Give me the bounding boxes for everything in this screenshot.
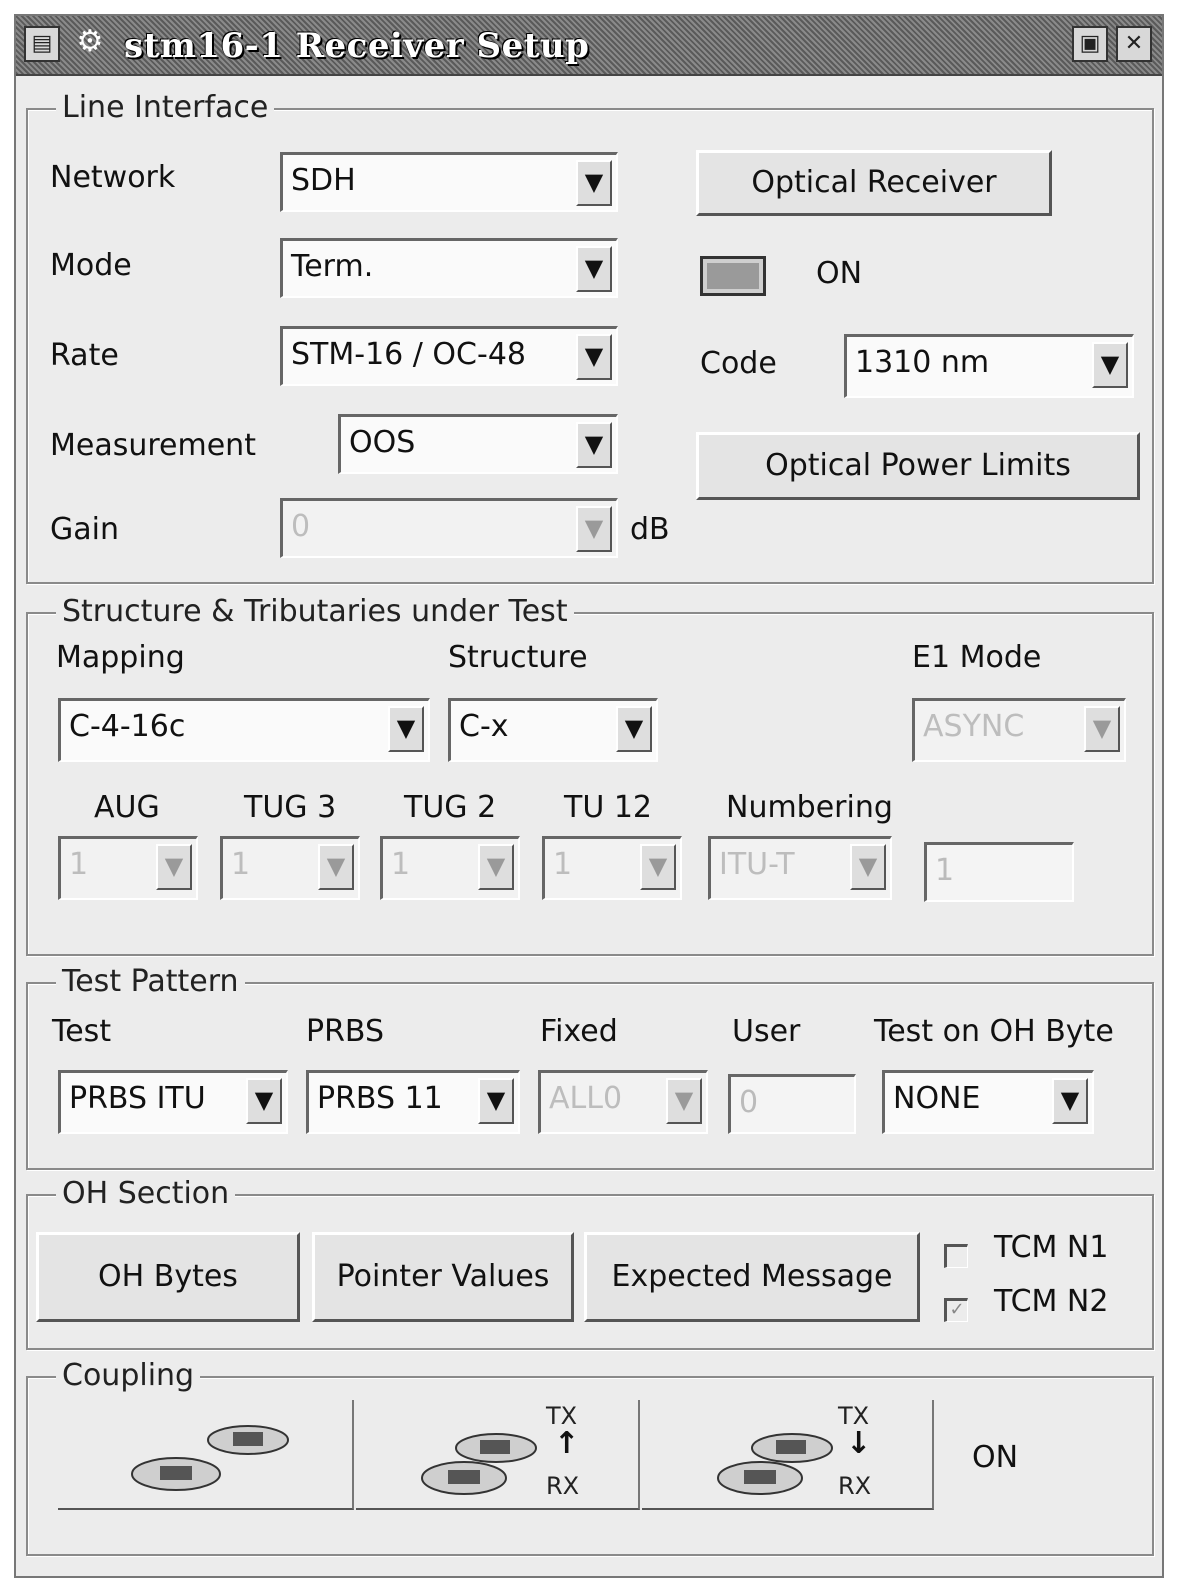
code-label: Code: [700, 346, 777, 381]
network-select[interactable]: [280, 152, 618, 212]
user-value: 0: [739, 1085, 759, 1120]
gain-value: 0: [291, 509, 311, 544]
boards-coupled-icon: [712, 1424, 842, 1504]
chevron-down-icon[interactable]: ▼: [478, 1078, 514, 1124]
rx-label: RX: [838, 1472, 872, 1500]
measurement-value: OOS: [349, 425, 416, 460]
line-interface-legend: Line Interface: [56, 90, 274, 125]
structure-value: C-x: [459, 709, 509, 744]
test-pattern-legend: Test Pattern: [56, 964, 245, 999]
tu12-value: 1: [553, 847, 573, 882]
prbs-value: PRBS 11: [317, 1081, 443, 1116]
network-label: Network: [50, 160, 176, 195]
prbs-label: PRBS: [306, 1014, 385, 1049]
e1-mode-select: [912, 698, 1126, 762]
measurement-select[interactable]: [338, 414, 618, 474]
oh-byte-value: NONE: [893, 1081, 981, 1116]
user-field: [728, 1074, 856, 1134]
mode-select[interactable]: [280, 238, 618, 298]
rate-select[interactable]: [280, 326, 618, 386]
e1-mode-value: ASYNC: [923, 709, 1025, 744]
test-pattern-group: [26, 964, 1154, 1170]
tu12-select: [542, 836, 682, 900]
user-label: User: [732, 1014, 801, 1049]
mapping-label: Mapping: [56, 640, 185, 675]
title-bar: [16, 16, 1162, 76]
chevron-down-icon[interactable]: ▼: [576, 160, 612, 206]
line-interface-group: [26, 90, 1154, 584]
mapping-select[interactable]: [58, 698, 430, 762]
laser-on-icon[interactable]: [700, 256, 766, 296]
tug2-select: [380, 836, 520, 900]
receiver-setup-window: [14, 14, 1164, 1578]
mode-value: Term.: [291, 249, 374, 284]
tug3-value: 1: [231, 847, 251, 882]
rx-label: RX: [546, 1472, 580, 1500]
chevron-down-icon: ▼: [156, 844, 192, 890]
chevron-down-icon[interactable]: ▼: [1092, 342, 1128, 388]
chevron-down-icon[interactable]: ▼: [576, 246, 612, 292]
coupling-group: [26, 1358, 1154, 1556]
oh-bytes-button[interactable]: OH Bytes: [36, 1232, 300, 1322]
tcm-n1-label: TCM N1: [994, 1230, 1109, 1265]
code-value: 1310 nm: [855, 345, 990, 380]
window-menu-icon[interactable]: ▤: [24, 26, 60, 62]
laser-status: ON: [816, 256, 863, 291]
gain-select: [280, 498, 618, 558]
chevron-down-icon: ▼: [1084, 706, 1120, 752]
tx-label: TX: [546, 1402, 578, 1430]
gain-unit: dB: [630, 512, 670, 547]
chevron-down-icon: ▼: [666, 1078, 702, 1124]
rate-label: Rate: [50, 338, 119, 373]
tcm-n2-label: TCM N2: [994, 1284, 1109, 1319]
oh-byte-select[interactable]: [882, 1070, 1094, 1134]
coupling-independent-button[interactable]: [58, 1400, 354, 1510]
oh-byte-label: Test on OH Byte: [874, 1014, 1114, 1049]
code-select[interactable]: [844, 334, 1134, 398]
app-icon: ⚙: [76, 24, 104, 59]
oh-section-legend: OH Section: [56, 1176, 235, 1211]
test-label: Test: [52, 1014, 112, 1049]
maximize-icon[interactable]: ▣: [1072, 26, 1108, 62]
prbs-select[interactable]: [306, 1070, 520, 1134]
coupling-tx-to-rx-button[interactable]: [356, 1400, 640, 1510]
test-select[interactable]: [58, 1070, 288, 1134]
gain-label: Gain: [50, 512, 119, 547]
numbering-label: Numbering: [726, 790, 893, 825]
tcm-n2-checkbox[interactable]: ✓: [944, 1298, 968, 1322]
pointer-values-button[interactable]: Pointer Values: [312, 1232, 574, 1322]
structure-select[interactable]: [448, 698, 658, 762]
chevron-down-icon[interactable]: ▼: [388, 706, 424, 752]
numbering-select: [708, 836, 892, 900]
optical-receiver-button[interactable]: Optical Receiver: [696, 150, 1052, 216]
expected-message-button[interactable]: Expected Message: [584, 1232, 920, 1322]
chevron-down-icon: ▼: [478, 844, 514, 890]
aug-label: AUG: [94, 790, 160, 825]
chevron-down-icon: ▼: [640, 844, 676, 890]
optical-power-limits-button[interactable]: Optical Power Limits: [696, 432, 1140, 500]
chevron-down-icon[interactable]: ▼: [1052, 1078, 1088, 1124]
numbering-index-value: 1: [935, 853, 955, 888]
measurement-label: Measurement: [50, 428, 256, 463]
tug2-value: 1: [391, 847, 411, 882]
coupling-rx-to-tx-button[interactable]: [642, 1400, 934, 1510]
close-icon[interactable]: ✕: [1116, 26, 1152, 62]
tx-label: TX: [838, 1402, 870, 1430]
arrow-down-icon: ↓: [846, 1426, 872, 1461]
tug2-label: TUG 2: [404, 790, 497, 825]
oh-section-group: [26, 1176, 1154, 1350]
aug-select: [58, 836, 198, 900]
chevron-down-icon: ▼: [850, 844, 886, 890]
window-title: stm16-1 Receiver Setup: [124, 26, 590, 66]
structure-label: Structure: [448, 640, 588, 675]
boards-coupled-icon: [416, 1424, 546, 1504]
chevron-down-icon[interactable]: ▼: [616, 706, 652, 752]
chevron-down-icon[interactable]: ▼: [576, 334, 612, 380]
boards-independent-icon: [118, 1414, 298, 1498]
chevron-down-icon: ▼: [576, 506, 612, 552]
mapping-value: C-4-16c: [69, 709, 186, 744]
fixed-value: ALL0: [549, 1081, 623, 1116]
fixed-label: Fixed: [540, 1014, 618, 1049]
aug-value: 1: [69, 847, 89, 882]
chevron-down-icon[interactable]: ▼: [246, 1078, 282, 1124]
arrow-up-icon: ↑: [554, 1426, 580, 1461]
tu12-label: TU 12: [564, 790, 652, 825]
test-value: PRBS ITU: [69, 1081, 206, 1116]
chevron-down-icon: ▼: [318, 844, 354, 890]
fixed-select: [538, 1070, 708, 1134]
network-value: SDH: [291, 163, 356, 198]
numbering-value: ITU-T: [719, 847, 795, 882]
tcm-n1-checkbox[interactable]: [944, 1244, 968, 1268]
tug3-select: [220, 836, 360, 900]
rate-value: STM-16 / OC-48: [291, 337, 526, 372]
coupling-legend: Coupling: [56, 1358, 200, 1393]
mode-label: Mode: [50, 248, 132, 283]
structure-legend: Structure & Tributaries under Test: [56, 594, 574, 629]
chevron-down-icon[interactable]: ▼: [576, 422, 612, 468]
coupling-status: ON: [972, 1440, 1019, 1475]
tug3-label: TUG 3: [244, 790, 337, 825]
structure-group: [26, 594, 1154, 956]
numbering-index-field: [924, 842, 1074, 902]
e1-mode-label: E1 Mode: [912, 640, 1042, 675]
